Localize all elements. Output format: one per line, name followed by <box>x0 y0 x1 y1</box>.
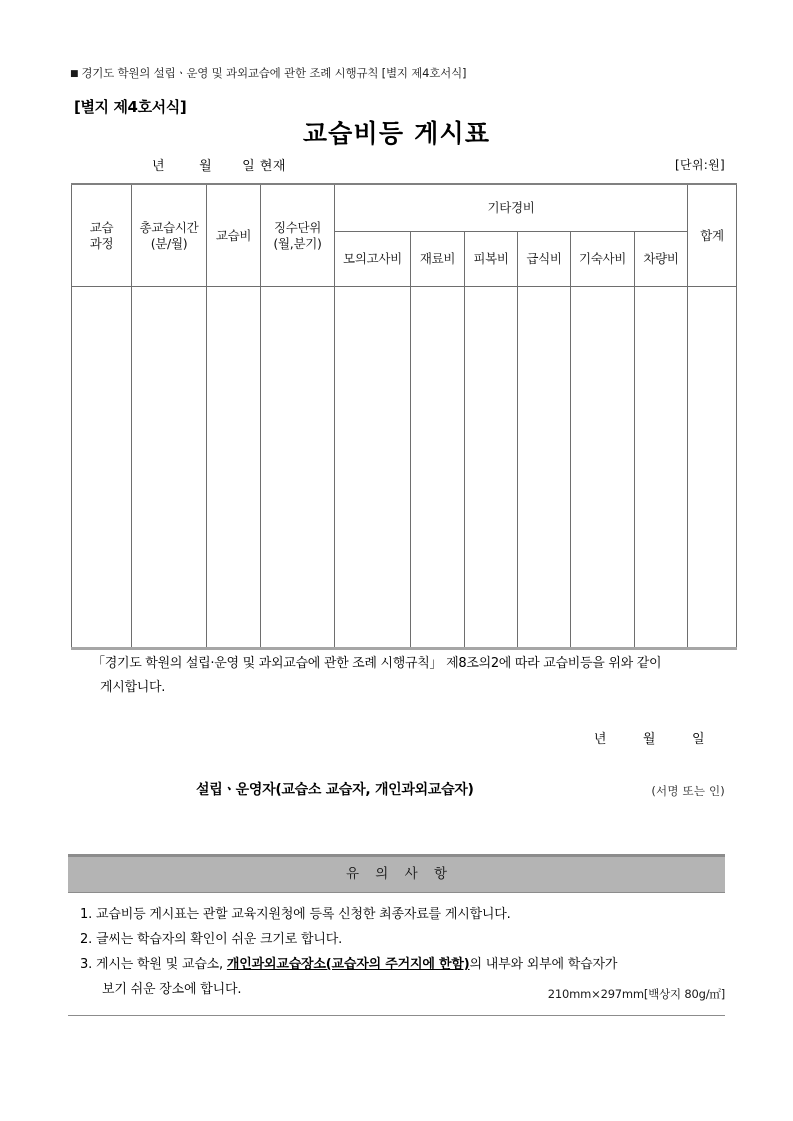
notice-item-3-text-post: 의 내부와 외부에 학습자가 <box>469 956 618 972</box>
cell-mock-exam-fee[interactable] <box>335 287 411 649</box>
notice-item-1-text: 교습비등 게시표는 관할 교육지원청에 등록 신청한 최종자료를 게시합니다. <box>96 907 511 922</box>
table-body <box>72 287 737 649</box>
seal-or-signature-note: (서명 또는 인) <box>651 784 725 798</box>
col-header-other-expenses-group: 기타경비 <box>335 184 688 232</box>
signature-day-label: 일 <box>691 732 705 747</box>
col-header-materials-fee: 재료비 <box>411 232 465 287</box>
day-label: 일 현재 <box>242 159 286 174</box>
col-header-clothing-fee: 피복비 <box>465 232 518 287</box>
month-label: 월 <box>199 159 213 174</box>
cell-vehicle-fee[interactable] <box>635 287 688 649</box>
col-header-course: 교습 과정 <box>72 184 132 287</box>
currency-unit-note: [단위:원] <box>675 158 725 172</box>
page-title: 교습비등 게시표 <box>302 119 491 148</box>
col-header-total-hours: 총교습시간 (분/월) <box>132 184 207 287</box>
cell-course[interactable] <box>72 287 132 649</box>
notice-item-3-number: 3. <box>80 956 93 972</box>
cell-billing-unit[interactable] <box>261 287 335 649</box>
cell-meals-fee[interactable] <box>518 287 571 649</box>
notice-item-1 <box>72 903 723 928</box>
table-row <box>72 287 737 649</box>
notice-item-3-text-pre: 게시는 학원 및 교습소, <box>96 956 227 972</box>
cell-clothing-fee[interactable] <box>465 287 518 649</box>
notice-item-1-number: 1. <box>80 907 93 922</box>
signature-year-label: 년 <box>593 732 607 747</box>
notice-title: 유 의 사 항 <box>68 857 725 893</box>
notice-item-3-emphasis: 개인과외교습장소(교습자의 주거지에 한함) <box>226 956 470 972</box>
signature-month-label: 월 <box>642 732 656 747</box>
col-header-tuition: 교습비 <box>207 184 261 287</box>
cell-tuition[interactable] <box>207 287 261 649</box>
declaration-line-1: 「경기도 학원의 설립·운영 및 과외교습에 관한 조례 시행규칙」 제8조의2에 따라 교습비등을 위와 같이 <box>92 656 662 671</box>
breadcrumb-text: 경기도 학원의 설립ㆍ운영 및 과외교습에 관한 조례 시행규칙 [별지 제4호서식] <box>81 66 467 80</box>
col-header-meals-fee: 급식비 <box>518 232 571 287</box>
notice-item-3-continuation: 보기 쉬운 장소에 합니다. <box>102 981 242 997</box>
declaration-statement <box>92 652 722 700</box>
table-header-row-1 <box>72 184 737 232</box>
col-header-dormitory-fee: 기숙사비 <box>571 232 635 287</box>
cell-dormitory-fee[interactable] <box>571 287 635 649</box>
col-header-billing-unit: 징수단위 (월,분기) <box>261 184 335 287</box>
notice-item-2-number: 2. <box>80 931 93 947</box>
col-header-total: 합계 <box>688 184 737 287</box>
col-header-vehicle-fee: 차량비 <box>635 232 688 287</box>
form-id-label: [별지 제4호서식] <box>74 98 187 116</box>
notice-item-2 <box>72 928 723 953</box>
cell-total-hours[interactable] <box>132 287 207 649</box>
signature-date-line <box>594 728 705 747</box>
bullet-square-icon: ■ <box>70 69 79 79</box>
declaration-line-2: 게시합니다. <box>100 680 166 696</box>
signer-label: 설립ㆍ운영자(교습소 교습자, 개인과외교습자) <box>196 782 474 798</box>
fee-disclosure-table <box>71 183 737 650</box>
col-header-mock-exam-fee: 모의고사비 <box>335 232 411 287</box>
breadcrumb <box>70 65 466 81</box>
cell-materials-fee[interactable] <box>411 287 465 649</box>
year-label: 년 <box>152 159 166 174</box>
cell-total[interactable] <box>688 287 737 649</box>
as-of-date-line <box>152 155 286 174</box>
notice-item-2-text: 글씨는 학습자의 확인이 쉬운 크기로 합니다. <box>96 931 343 947</box>
paper-specification: 210mm×297mm[백상지 80g/㎡] <box>547 987 725 1001</box>
